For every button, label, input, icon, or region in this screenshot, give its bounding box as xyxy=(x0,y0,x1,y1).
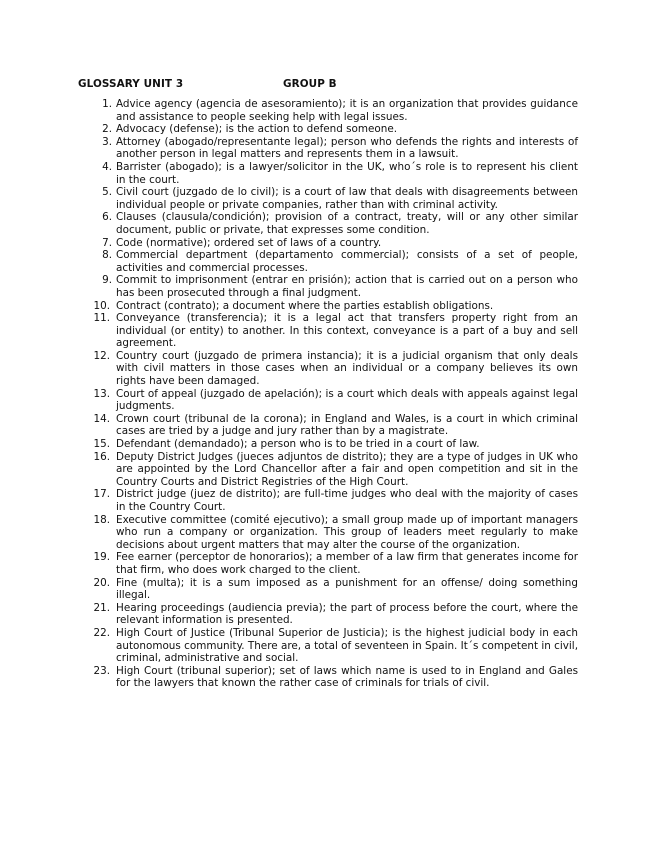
list-item xyxy=(78,665,578,690)
item-number: 11. xyxy=(93,312,110,325)
item-text: High Court of Justice (Tribunal Superior de Justicia); is the highest judicial body in each autonomous community. There are, a total of seventeen in Spain. It´s competent in civil, criminal, administrative and social. xyxy=(116,626,578,665)
item-number: 23. xyxy=(93,664,110,677)
item-number: 1. xyxy=(102,98,112,110)
list-item xyxy=(78,350,578,388)
list-item xyxy=(78,136,578,161)
glossary-list xyxy=(78,98,578,690)
list-item xyxy=(78,300,578,313)
item-number: 15. xyxy=(93,438,110,451)
item-text: Court of appeal (juzgado de apelación); is a court which deals with appeals against legal judgments. xyxy=(116,387,578,413)
item-text: Defendant (demandado); a person who is to be tried in a court of law. xyxy=(116,438,480,451)
list-item xyxy=(78,514,578,552)
list-item xyxy=(78,488,578,513)
item-text: High Court (tribunal superior); set of laws which name is used to in England and Gales for the lawyers that known the rather case of criminals for trials of civil. xyxy=(116,664,578,690)
list-item xyxy=(78,186,578,211)
list-item xyxy=(78,249,578,274)
list-item xyxy=(78,627,578,665)
list-item xyxy=(78,237,578,250)
item-text: Fine (multa); it is a sum imposed as a punishment for an offense/ doing something illegal. xyxy=(116,576,578,602)
item-number: 20. xyxy=(93,576,110,589)
item-number: 16. xyxy=(93,450,110,463)
list-item xyxy=(78,161,578,186)
item-text: Advice agency (agencia de asesoramiento); it is an organization that provides guidance and assistance to people seeking help with legal issues. xyxy=(116,98,578,123)
item-number: 12. xyxy=(93,349,110,362)
list-item xyxy=(78,413,578,438)
item-number: 10. xyxy=(93,299,110,312)
item-text: Advocacy (defense); is the action to defend someone. xyxy=(116,123,398,136)
item-number: 14. xyxy=(93,412,110,425)
item-text: Attorney (abogado/representante legal); person who defends the rights and interests of another person in legal matters and represents them in a lawsuit. xyxy=(116,135,578,161)
item-text: Country court (juzgado de primera instancia); it is a judicial organism that only deals with civil matters in those cases when an individual or a company believes its own rights have been damaged. xyxy=(116,349,578,388)
item-text: Barrister (abogado); is a lawyer/solicitor in the UK, who´s role is to represent his client in the court. xyxy=(116,160,578,186)
item-number: 6. xyxy=(102,211,112,224)
item-text: Civil court (juzgado de lo civil); is a court of law that deals with disagreements between individual people or private companies, rather than with criminal activity. xyxy=(116,186,578,211)
list-item xyxy=(78,577,578,602)
item-number: 22. xyxy=(93,626,110,639)
list-item xyxy=(78,602,578,627)
list-item xyxy=(78,312,578,350)
item-text: Hearing proceedings (audiencia previa); the part of process before the court, where the relevant information is presented. xyxy=(116,601,578,627)
list-item xyxy=(78,451,578,489)
item-number: 4. xyxy=(102,160,112,173)
item-number: 13. xyxy=(93,387,110,400)
item-text: Commercial department (departamento commercial); consists of a set of people, activities and commercial processes. xyxy=(116,249,578,274)
list-item xyxy=(78,211,578,236)
group-label: GROUP B xyxy=(283,78,337,90)
item-number: 7. xyxy=(102,236,112,249)
document-page xyxy=(78,78,578,690)
glossary-title: GLOSSARY UNIT 3 xyxy=(78,78,184,90)
list-item xyxy=(78,438,578,451)
item-text: Code (normative); ordered set of laws of a country. xyxy=(116,236,382,249)
item-number: 18. xyxy=(93,513,110,526)
list-item xyxy=(78,274,578,299)
item-text: Executive committee (comité ejecutivo); a small group made up of important managers who run a company or organization. This group of leaders meet regularly to make decisions about urgent matters that may alter the course of the organization. xyxy=(116,513,578,551)
list-item xyxy=(78,551,578,576)
item-number: 3. xyxy=(102,135,112,148)
item-number: 8. xyxy=(102,249,112,262)
list-item xyxy=(78,123,578,136)
list-item xyxy=(78,388,578,413)
item-text: Fee earner (perceptor de honorarios); a member of a law firm that generates income for that firm, who does work charged to the client. xyxy=(116,551,578,576)
item-number: 19. xyxy=(93,551,110,564)
item-text: District judge (juez de distrito); are full-time judges who deal with the majority of cases in the Country Court. xyxy=(116,488,578,513)
item-text: Crown court (tribunal de la corona); in England and Wales, is a court in which criminal cases are tried by a judge and jury rather than by a magistrate. xyxy=(116,412,578,438)
item-text: Clauses (clausula/condición); provision of a contract, treaty, will or any other similar document, public or private, that expresses some condition. xyxy=(116,211,578,236)
item-text: Deputy District Judges (jueces adjuntos de distrito); they are a type of judges in UK who are appointed by the Lord Chancellor after a fair and open competition and sit in the Country Courts and District Registries of the High Court. xyxy=(116,450,578,488)
item-number: 2. xyxy=(102,123,112,136)
item-text: Conveyance (transferencia); it is a legal act that transfers property right from an individual (or entity) to another. In this context, conveyance is a part of a buy and sell agreement. xyxy=(116,312,578,350)
item-number: 21. xyxy=(93,601,110,614)
item-number: 9. xyxy=(102,274,112,287)
item-text: Commit to imprisonment (entrar en prisión); action that is carried out on a person who has been prosecuted through a final judgment. xyxy=(116,274,578,299)
item-text: Contract (contrato); a document where the parties establish obligations. xyxy=(116,299,494,312)
document-header xyxy=(78,78,578,94)
list-item xyxy=(78,98,578,123)
item-number: 5. xyxy=(102,186,112,199)
item-number: 17. xyxy=(93,488,110,501)
